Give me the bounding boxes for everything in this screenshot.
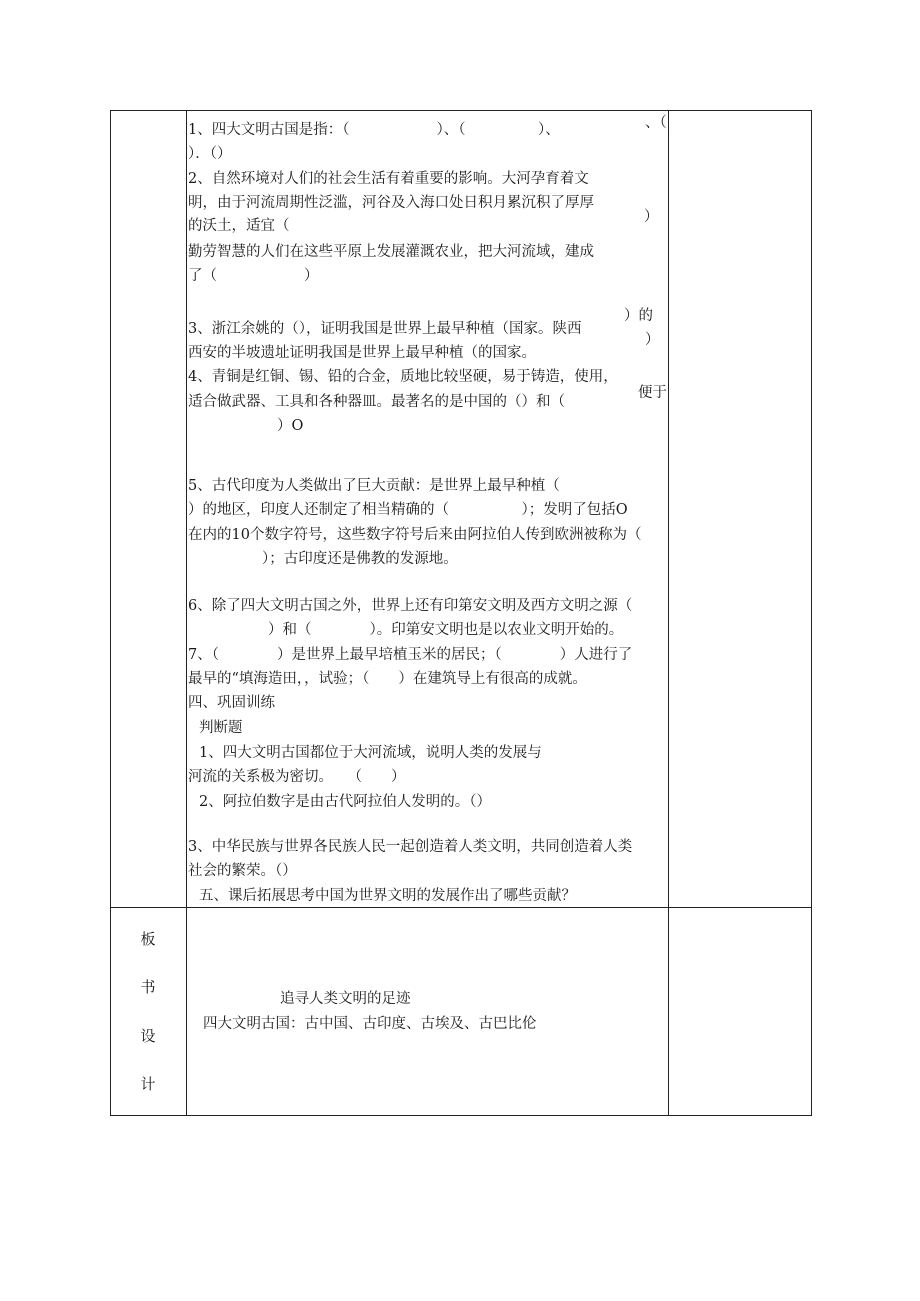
q2-line4: 勤劳智慧的人们在这些平原上发展灌溉农业，把大河流域，建成: [188, 244, 594, 260]
q4-line3: ）O: [277, 418, 304, 434]
board-content: 四大文明古国：古中国、古印度、古埃及、古巴比伦: [203, 1016, 537, 1032]
board-title: 追寻人类文明的足迹: [280, 991, 411, 1007]
column-divider-left: [186, 110, 187, 1116]
section5-text: 五、课后拓展思考中国为世界文明的发展作出了哪些贡献？: [199, 888, 576, 904]
q5-line3: 在内的10个数字符号，这些数字符号后来由阿拉伯人传到欧洲被称为（: [188, 527, 642, 543]
q4-line2: 适合做武器、工具和各种器皿。最著名的是中国的（）和（: [188, 394, 565, 410]
column-divider-right: [668, 110, 669, 1116]
q2-line3: 的沃土，适宜（: [188, 218, 290, 234]
q6-line2: ）和（ ）。印第安文明也是以农业文明开始的。: [268, 622, 624, 638]
q5-line1: 5、古代印度为人类做出了巨大贡献：是世界上最早种植（: [188, 478, 560, 494]
q1-line2: ）．（）: [188, 146, 232, 162]
judgment-1-line1: 1、四大文明古国都位于大河流域，说明人类的发展与: [199, 745, 542, 761]
q4-line1: 4、青铜是红铜、锡、铅的合金，质地比较坚硬，易于铸造，使用，: [188, 369, 618, 385]
q1-line1: 1、四大文明古国是指：（ ）、（ ）、: [188, 122, 560, 138]
board-label-char-1: 板: [140, 930, 156, 948]
q7-line1: 7、（ ）是世界上最早培植玉米的居民；（ ）人进行了: [188, 647, 633, 663]
q3-line2-right: ）: [645, 332, 660, 348]
section4-heading: 四、巩固训练: [188, 695, 275, 711]
q3-line1: 3、浙江余姚的（），证明我国是世界上最早种植（国家。陕西: [188, 321, 582, 337]
q5-line4: ）；古印度还是佛教的发源地。: [262, 551, 458, 567]
judgment-3-line1: 3、中华民族与世界各民族人民一起创造着人类文明，共同创造着人类: [188, 839, 633, 855]
q2-line5: 了（ ）: [188, 268, 319, 284]
judgment-1-line2: 河流的关系极为密切。 （ ）: [188, 769, 406, 785]
q7-line2: 最早的“填海造田，，试验；（ ）在建筑导上有很高的成就。: [188, 671, 587, 687]
board-label-char-3: 设: [140, 1027, 156, 1045]
q3-line2: 西安的半坡遗址证明我国是世界上最早种植（的国家。: [188, 345, 536, 361]
row-divider: [110, 907, 812, 908]
q2-line2: 明，由于河流周期性泛滥，河谷及入海口处日积月累沉积了厚厚: [188, 195, 594, 211]
q6-line1: 6、除了四大文明古国之外，世界上还有印第安文明及西方文明之源（: [188, 598, 633, 614]
q2-line1: 2、自然环境对人们的社会生活有着重要的影响。大河孕育着文: [188, 171, 589, 187]
board-label-char-2: 书: [140, 978, 156, 996]
q5-line2: ）的地区，印度人还制定了相当精确的（ ）；发明了包括O: [188, 502, 628, 518]
judgment-3-line2: 社会的繁荣。（）: [188, 863, 297, 879]
section4-subheading: 判断题: [199, 720, 243, 736]
q1-line1-right: 、（: [645, 115, 667, 131]
q2-line2-right: ）: [644, 209, 659, 225]
q4-line1-right: 便于: [638, 385, 667, 401]
q3-line1-right: ）的: [624, 308, 653, 324]
board-label-char-4: 计: [140, 1075, 156, 1093]
judgment-2: 2、阿拉伯数字是由古代阿拉伯人发明的。（）: [199, 794, 491, 810]
